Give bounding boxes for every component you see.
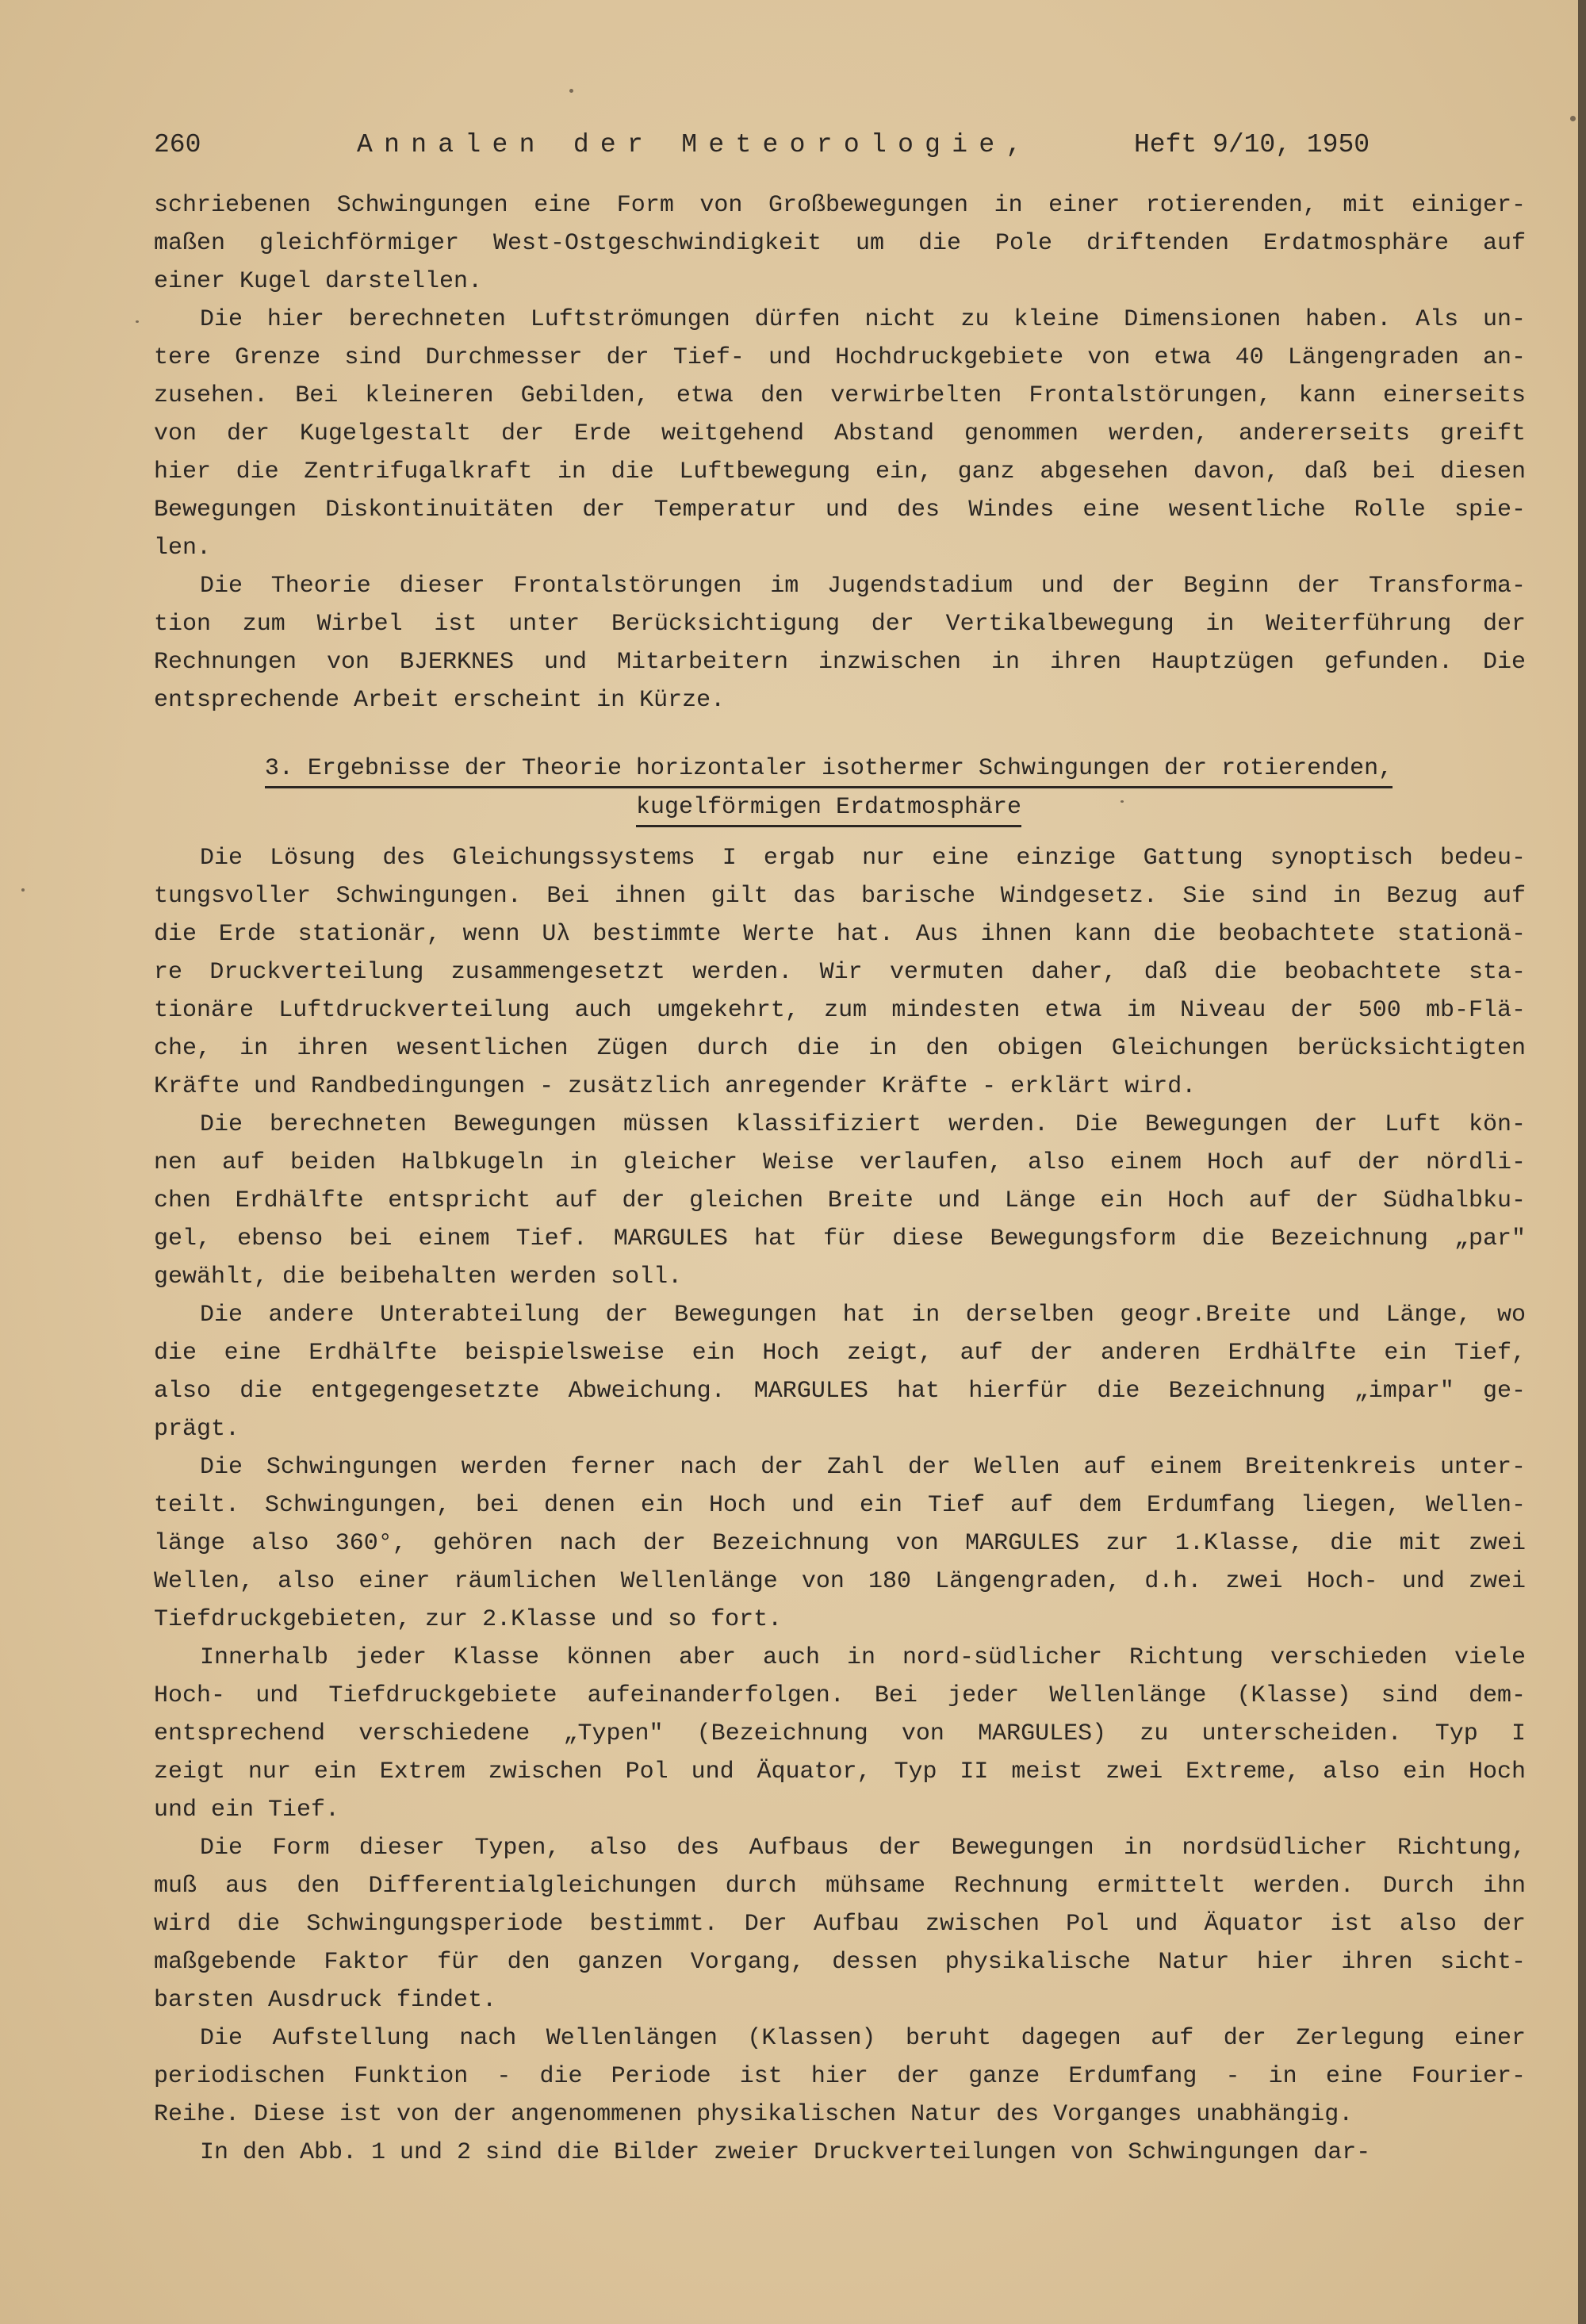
paragraph (154, 839, 1526, 1106)
text-line: hier die Zentrifugalkraft in die Luftbewegung ein, ganz abgesehen davon, daß bei diesen (154, 458, 1526, 485)
text-line: Die Form dieser Typen, also des Aufbaus der Bewegungen in nordsüdlicher Richtung, (200, 1835, 1526, 1862)
section-heading (208, 750, 1450, 827)
text-line: barsten Ausdruck findet. (154, 1987, 497, 2014)
text-line: chen Erdhälfte entspricht auf der gleichen Breite und Länge ein Hoch auf der Südhalbku- (154, 1187, 1526, 1214)
text-line: che, in ihren wesentlichen Zügen durch die in den obigen Gleichungen berücksichtigten (154, 1035, 1526, 1062)
text-line: prägt. (154, 1416, 240, 1443)
paper-speck (136, 320, 139, 323)
text-line: die eine Erdhälfte beispielsweise ein Hoch zeigt, auf der anderen Erdhälfte ein Tief, (154, 1340, 1526, 1367)
text-line: Reihe. Diese ist von der angenommenen physikalischen Natur des Vorganges unabhängig. (154, 2101, 1354, 2128)
text-line: tion zum Wirbel ist unter Berücksichtigung der Vertikalbewegung in Weiterführung der (154, 611, 1526, 638)
text-line: Bewegungen Diskontinuitäten der Temperatur und des Windes eine wesentliche Rolle spie- (154, 497, 1526, 523)
section-heading-line-1: 3. Ergebnisse der Theorie horizontaler isothermer Schwingungen der rotierenden, (265, 751, 1393, 788)
paragraph (154, 1296, 1526, 1448)
text-line: Die Theorie dieser Frontalstörungen im Jugendstadium und der Beginn der Transforma- (200, 573, 1526, 600)
text-line: entsprechend verschiedene „Typen" (Bezeichnung von MARGULES) zu unterscheiden. Typ I (154, 1720, 1526, 1747)
text-line: zusehen. Bei kleineren Gebilden, etwa den verwirbelten Frontalstörungen, kann einerseits (154, 382, 1526, 409)
text-line: die Erde stationär, wenn Uλ bestimmte Werte hat. Aus ihnen kann die beobachtete stationä- (154, 921, 1526, 948)
text-line: Tiefdruckgebieten, zur 2.Klasse und so fort. (154, 1606, 783, 1633)
text-line: maßgebende Faktor für den ganzen Vorgang, dessen physikalische Natur hier ihren sicht- (154, 1949, 1526, 1976)
text-line: re Druckverteilung zusammengesetzt werden. Wir vermuten daher, daß die beobachtete sta- (154, 959, 1526, 986)
paragraph (154, 1829, 1526, 2019)
text-line: Die berechneten Bewegungen müssen klassifiziert werden. Die Bewegungen der Luft kön- (200, 1111, 1526, 1138)
paragraph (154, 301, 1526, 567)
journal-title: Annalen der Meteorologie, (357, 130, 1033, 159)
text-line: Rechnungen von BJERKNES und Mitarbeitern inzwischen in ihren Hauptzügen gefunden. Die (154, 649, 1526, 676)
paper-speck (569, 89, 573, 93)
text-line: tionäre Luftdruckverteilung auch umgekehrt, zum mindesten etwa im Niveau der 500 mb-Flä- (154, 997, 1526, 1024)
text-line: Die Aufstellung nach Wellenlängen (Klassen) beruht dagegen auf der Zerlegung einer (200, 2025, 1526, 2052)
paragraph (154, 1639, 1526, 1829)
text-line: tere Grenze sind Durchmesser der Tief- und Hochdruckgebiete von etwa 40 Längengraden an- (154, 344, 1526, 371)
text-line: einer Kugel darstellen. (154, 268, 483, 295)
paragraph (154, 1106, 1526, 1296)
paragraph (154, 567, 1526, 719)
text-line: wird die Schwingungsperiode bestimmt. Der Aufbau zwischen Pol und Äquator ist also der (154, 1911, 1526, 1938)
text-line: Die Lösung des Gleichungssystems I ergab nur eine einzige Gattung synoptisch bedeu- (200, 845, 1526, 872)
issue-info: Heft 9/10, 1950 (1134, 130, 1370, 159)
text-line: entsprechende Arbeit erscheint in Kürze. (154, 687, 726, 714)
text-line: Die Schwingungen werden ferner nach der Zahl der Wellen auf einem Breitenkreis unter- (200, 1454, 1526, 1481)
section-heading-line-2: kugelförmigen Erdatmosphäre (636, 790, 1021, 827)
body-text-before-heading (154, 186, 1526, 719)
page-edge (1578, 0, 1586, 2324)
text-line: schriebenen Schwingungen eine Form von Großbewegungen in einer rotierenden, mit einiger- (154, 192, 1526, 219)
paper-speck (21, 888, 25, 892)
text-line: muß aus den Differentialgleichungen durch mühsame Rechnung ermittelt werden. Durch ihn (154, 1873, 1526, 1900)
text-line: Die andere Unterabteilung der Bewegungen hat in derselben geogr.Breite und Länge, wo (200, 1302, 1526, 1329)
text-line: teilt. Schwingungen, bei denen ein Hoch und ein Tief auf dem Erdumfang liegen, Wellen- (154, 1492, 1526, 1519)
paragraph (154, 1448, 1526, 1639)
text-line: len. (154, 535, 212, 562)
text-line: gewählt, die beibehalten werden soll. (154, 1264, 683, 1290)
paragraph (154, 2134, 1526, 2172)
text-line: periodischen Funktion - die Periode ist hier der ganze Erdumfang - in eine Fourier- (154, 2063, 1526, 2090)
page-number: 260 (154, 130, 201, 159)
body-text-after-heading (154, 839, 1526, 2172)
text-line: Hoch- und Tiefdruckgebiete aufeinanderfolgen. Bei jeder Wellenlänge (Klasse) sind dem- (154, 1682, 1526, 1709)
text-line: Die hier berechneten Luftströmungen dürfen nicht zu kleine Dimensionen haben. Als un- (200, 306, 1526, 333)
paragraph (154, 2019, 1526, 2134)
running-header (154, 125, 1375, 165)
text-line: nen auf beiden Halbkugeln in gleicher Weise verlaufen, also einem Hoch auf der nördli- (154, 1149, 1526, 1176)
text-line: länge also 360°, gehören nach der Bezeichnung von MARGULES zur 1.Klasse, die mit zwei (154, 1530, 1526, 1557)
text-line: Wellen, also einer räumlichen Wellenlänge von 180 Längengraden, d.h. zwei Hoch- und zwei (154, 1568, 1526, 1595)
paragraph (154, 186, 1526, 301)
text-line: Innerhalb jeder Klasse können aber auch in nord-südlicher Richtung verschieden viele (200, 1644, 1526, 1671)
text-line: Kräfte und Randbedingungen - zusätzlich anregender Kräfte - erklärt wird. (154, 1073, 1197, 1100)
text-line: maßen gleichförmiger West-Ostgeschwindigkeit um die Pole driftenden Erdatmosphäre auf (154, 230, 1526, 257)
text-line: In den Abb. 1 und 2 sind die Bilder zweier Druckverteilungen von Schwingungen dar- (200, 2139, 1371, 2166)
text-line: tungsvoller Schwingungen. Bei ihnen gilt das barische Windgesetz. Sie sind in Bezug auf (154, 883, 1526, 910)
text-line: zeigt nur ein Extrem zwischen Pol und Äquator, Typ II meist zwei Extreme, also ein Hoch (154, 1758, 1526, 1785)
text-line: also die entgegengesetzte Abweichung. MARGULES hat hierfür die Bezeichnung „impar" ge- (154, 1378, 1526, 1405)
text-line: gel, ebenso bei einem Tief. MARGULES hat für diese Bewegungsform die Bezeichnung „par" (154, 1225, 1526, 1252)
text-line: und ein Tief. (154, 1797, 340, 1824)
paper-speck (1121, 800, 1124, 803)
paper-speck (1570, 116, 1576, 121)
text-line: von der Kugelgestalt der Erde weitgehend Abstand genommen werden, andererseits greift (154, 420, 1526, 447)
